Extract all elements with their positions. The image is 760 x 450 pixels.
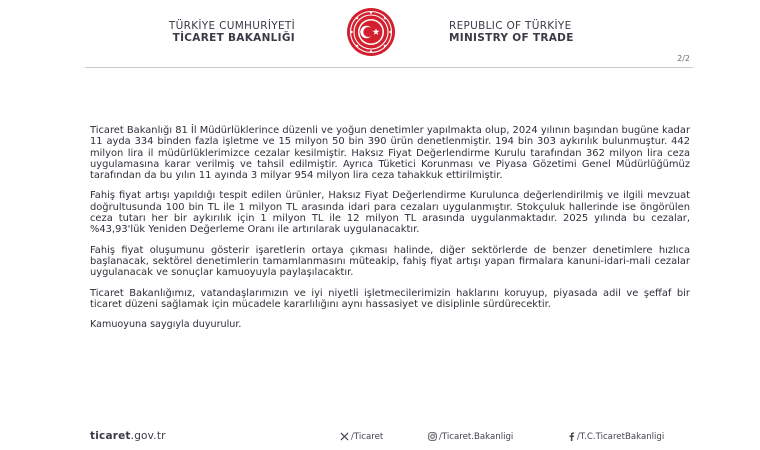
ministry-name-en: MINISTRY OF TRADE — [449, 32, 574, 44]
paragraph-1: Ticaret Bakanlığı 81 İl Müdürlüklerince düzenli ve yoğun denetimler yapılmakta olup, 2024 yılının başından bugüne kadar 11 ayda 334 binden fazla işletme ve 15 milyon 50 bin 390 ürün denetlenmiştir. 194 bin 303 aykırılık bulunmuştur. 442 milyon lira il müdürlüklerimizce cezalar kesilmiştir. Haksız Fiyat Değerlendirme Kurulu tarafından 362 milyon lira ceza uygulamasına karar verilmiş ve tahsil edilmiştir. Ayrıca Tüketici Korunması ve Piyasa Gözetimi Genel Müdürlüğümüz tarafından da bu yılın 11 ayında 3 milyar 954 milyon lira ceza tahakkuk ettirilmiştir. — [90, 125, 690, 182]
letter-footer — [0, 428, 760, 448]
ministry-name-tr: TİCARET BAKANLIĞI — [172, 32, 295, 44]
country-name-tr: TÜRKİYE CUMHURİYETİ — [168, 20, 295, 32]
letterhead — [0, 0, 760, 62]
facebook-social-link[interactable] — [568, 432, 664, 442]
website-name: ticaret — [90, 430, 131, 442]
letterhead-left — [169, 20, 295, 44]
country-name-en: REPUBLIC OF TÜRKİYE — [449, 20, 572, 32]
website-domain: .gov.tr — [130, 430, 166, 442]
page-number: 2/2 — [677, 54, 690, 63]
facebook-logo-icon — [568, 432, 575, 441]
website-link[interactable] — [90, 430, 166, 442]
ministry-emblem-icon — [335, 6, 407, 58]
x-social-link[interactable] — [340, 432, 383, 442]
letterhead-right — [449, 20, 574, 44]
paragraph-3: Fahiş fiyat oluşumunu gösterir işaretlerin ortaya çıkması halinde, diğer sektörlerde de benzer denetimlere hızlıca başlanacak, sektörel denetimlerin tamamlanmasını müteakip, fahiş fiyat artışı yapan firmalara kanuni-idari-mali cezalar uygulanacak ve sonuçlar kamuoyuyla paylaşılacaktır. — [90, 244, 690, 279]
instagram-handle: /Ticaret.Bakanligi — [439, 432, 514, 442]
instagram-social-link[interactable] — [428, 432, 513, 442]
paragraph-2: Fahiş fiyat artışı yapıldığı tespit edilen ürünler, Haksız Fiyat Değerlendirme Kurulunca değerlendirilmiş ve ilgili mevzuat doğrultusunda 100 bin TL ile 1 milyon TL arasında idari para cezaları uygulanmıştır. Stokçuluk hallerinde ise öngörülen ceza tutarı her bir aykırılık için 1 milyon TL ile 12 milyon TL arasında uygulanmaktadır. 2025 yılında bu cezalar, %43,93'lük Yeniden Değerleme Oranı ile artırılarak uygulanacaktır. — [90, 190, 690, 236]
letter-body — [90, 125, 690, 339]
paragraph-4: Ticaret Bakanlığımız, vatandaşlarımızın ve iyi niyetli işletmecilerimizin haklarını koruyup, piyasada adil ve şeffaf bir ticaret düzeni sağlamak için mücadele kararlılığını aynı hassasiyet ve disiplinle sürdürecektir. — [90, 287, 690, 310]
closing-line: Kamuoyuna saygıyla duyurulur. — [90, 319, 242, 331]
header-divider — [85, 67, 693, 68]
x-logo-icon — [340, 432, 349, 441]
facebook-handle: /T.C.TicaretBakanligi — [577, 432, 665, 442]
instagram-logo-icon — [428, 432, 437, 441]
x-handle: /Ticaret — [351, 432, 384, 442]
